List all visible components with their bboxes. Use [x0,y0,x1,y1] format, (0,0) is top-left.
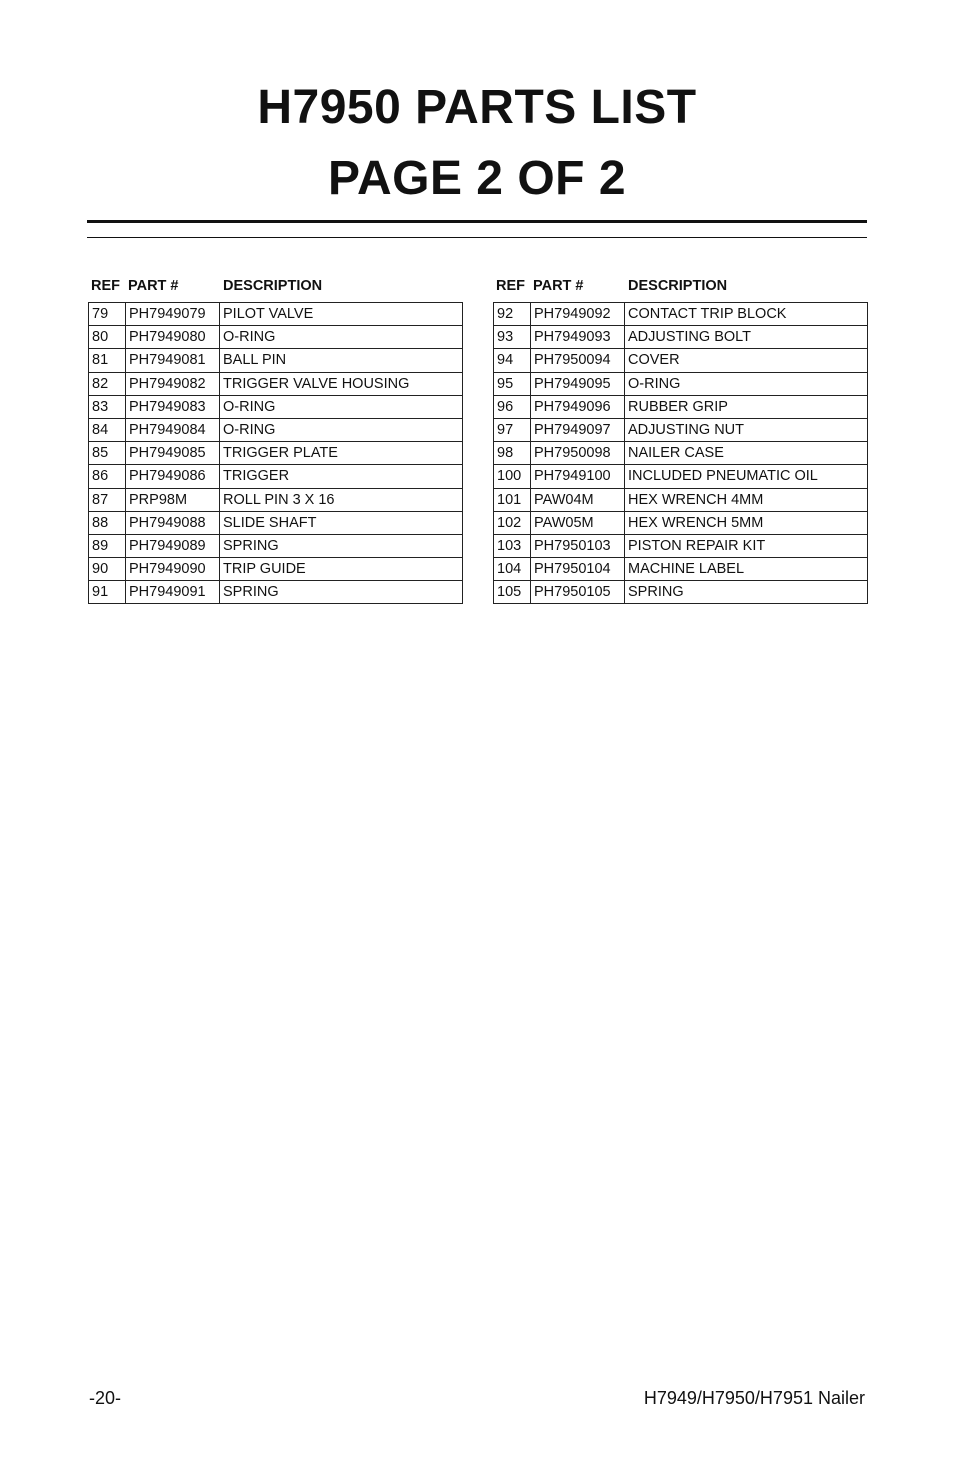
table-row [89,511,463,534]
cell-ref: 100 [494,465,531,488]
cell-ref: 94 [494,349,531,372]
cell-part-number: PH7949093 [531,326,625,349]
table-row [89,372,463,395]
header-description: DESCRIPTION [223,278,323,294]
cell-ref: 83 [89,395,126,418]
cell-part-number: PH7949082 [126,372,220,395]
table-row [89,303,463,326]
cell-ref: 98 [494,442,531,465]
cell-description: O-RING [625,372,868,395]
cell-description: NAILER CASE [625,442,868,465]
cell-ref: 88 [89,511,126,534]
cell-ref: 95 [494,372,531,395]
parts-table-body [493,302,868,604]
cell-description: HEX WRENCH 5MM [625,511,868,534]
header-ref: REF [496,278,525,294]
table-row [89,395,463,418]
cell-description: TRIP GUIDE [220,558,463,581]
footer-model-name: H7949/H7950/H7951 Nailer [643,1388,865,1408]
header-ref: REF [91,278,120,294]
table-row [494,395,868,418]
cell-description: TRIGGER PLATE [220,442,463,465]
cell-description: ADJUSTING NUT [625,418,868,441]
cell-ref: 82 [89,372,126,395]
page-title-line-1: H7950 PARTS LIST [257,81,697,134]
cell-description: BALL PIN [220,349,463,372]
cell-ref: 101 [494,488,531,511]
cell-part-number: PH7949080 [126,326,220,349]
table-row [89,442,463,465]
cell-ref: 90 [89,558,126,581]
cell-ref: 81 [89,349,126,372]
cell-part-number: PH7949081 [126,349,220,372]
cell-description: HEX WRENCH 4MM [625,488,868,511]
cell-description: INCLUDED PNEUMATIC OIL [625,465,868,488]
cell-description: O-RING [220,395,463,418]
table-row [494,534,868,557]
cell-ref: 87 [89,488,126,511]
cell-description: SPRING [220,534,463,557]
cell-description: SPRING [625,581,868,604]
parts-table-header [493,276,867,302]
cell-ref: 84 [89,418,126,441]
table-row [89,326,463,349]
cell-part-number: PH7949100 [531,465,625,488]
cell-part-number: PH7949088 [126,511,220,534]
cell-description: PILOT VALVE [220,303,463,326]
cell-description: SLIDE SHAFT [220,511,463,534]
cell-ref: 92 [494,303,531,326]
cell-part-number: PRP98M [126,488,220,511]
cell-ref: 86 [89,465,126,488]
cell-description: ADJUSTING BOLT [625,326,868,349]
table-row [494,303,868,326]
table-row [494,326,868,349]
cell-description: TRIGGER [220,465,463,488]
table-row [494,558,868,581]
header-description: DESCRIPTION [628,278,728,294]
header-part-number: PART # [533,278,584,294]
cell-part-number: PH7950094 [531,349,625,372]
cell-part-number: PAW05M [531,511,625,534]
table-row [89,488,463,511]
cell-description: CONTACT TRIP BLOCK [625,303,868,326]
table-row [89,465,463,488]
cell-ref: 102 [494,511,531,534]
cell-part-number: PH7949079 [126,303,220,326]
cell-ref: 93 [494,326,531,349]
cell-description: COVER [625,349,868,372]
table-row [89,558,463,581]
cell-description: O-RING [220,418,463,441]
cell-description: MACHINE LABEL [625,558,868,581]
cell-part-number: PH7950105 [531,581,625,604]
cell-part-number: PH7949097 [531,418,625,441]
cell-ref: 89 [89,534,126,557]
table-row [494,418,868,441]
cell-part-number: PAW04M [531,488,625,511]
cell-description: ROLL PIN 3 X 16 [220,488,463,511]
parts-table-header [88,276,462,302]
cell-part-number: PH7950103 [531,534,625,557]
cell-part-number: PH7949083 [126,395,220,418]
header-part-number: PART # [128,278,179,294]
cell-ref: 80 [89,326,126,349]
cell-part-number: PH7950098 [531,442,625,465]
table-row [89,418,463,441]
parts-table-body [88,302,463,604]
cell-part-number: PH7949095 [531,372,625,395]
cell-description: RUBBER GRIP [625,395,868,418]
table-row [89,581,463,604]
page-title-line-2: PAGE 2 OF 2 [327,152,627,205]
table-row [494,442,868,465]
cell-part-number: PH7949089 [126,534,220,557]
cell-part-number: PH7949091 [126,581,220,604]
table-row [494,511,868,534]
cell-part-number: PH7949096 [531,395,625,418]
cell-ref: 104 [494,558,531,581]
cell-ref: 85 [89,442,126,465]
cell-description: SPRING [220,581,463,604]
table-row [494,349,868,372]
cell-part-number: PH7949086 [126,465,220,488]
cell-ref: 105 [494,581,531,604]
parts-table-left [88,276,462,604]
table-row [494,372,868,395]
cell-ref: 97 [494,418,531,441]
cell-part-number: PH7949090 [126,558,220,581]
cell-part-number: PH7950104 [531,558,625,581]
table-row [494,488,868,511]
cell-part-number: PH7949085 [126,442,220,465]
table-row [89,349,463,372]
cell-ref: 103 [494,534,531,557]
cell-part-number: PH7949092 [531,303,625,326]
cell-part-number: PH7949084 [126,418,220,441]
cell-description: O-RING [220,326,463,349]
cell-description: TRIGGER VALVE HOUSING [220,372,463,395]
table-row [494,581,868,604]
cell-ref: 79 [89,303,126,326]
cell-description: PISTON REPAIR KIT [625,534,868,557]
cell-ref: 96 [494,395,531,418]
title-divider-thin [87,237,867,238]
title-divider-thick [87,220,867,223]
table-row [494,465,868,488]
cell-ref: 91 [89,581,126,604]
page-number: -20- [89,1388,122,1408]
parts-table-right [493,276,867,604]
table-row [89,534,463,557]
